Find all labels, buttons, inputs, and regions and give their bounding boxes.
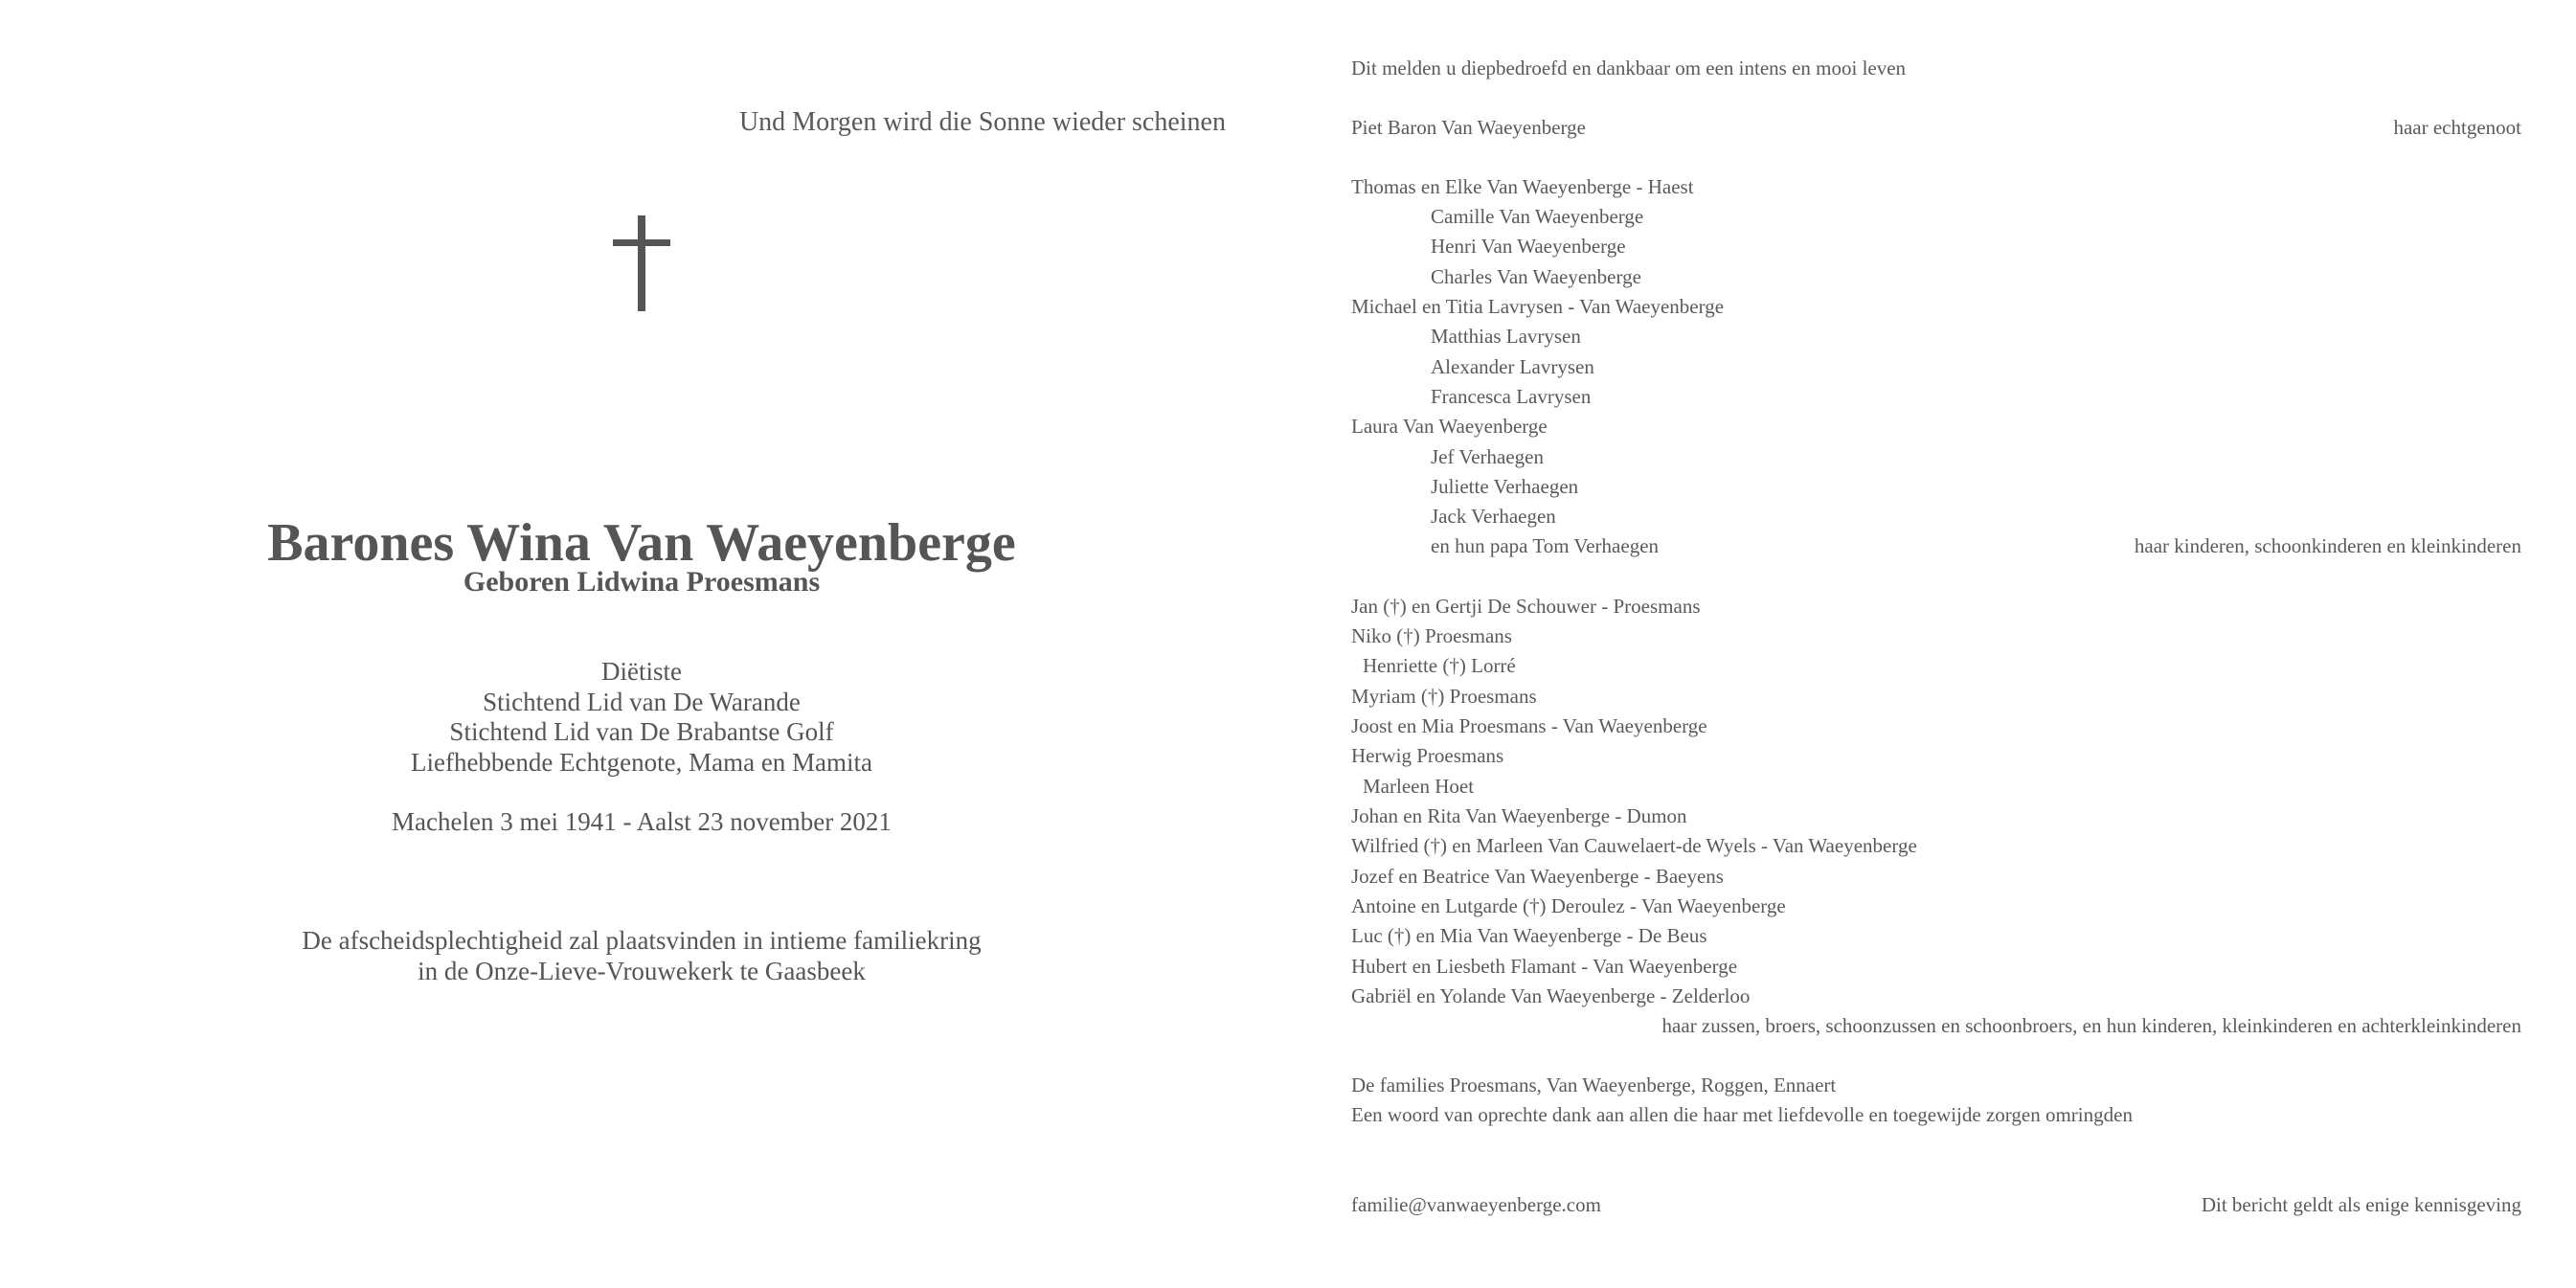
- cross-icon: [613, 215, 670, 311]
- family-member: Johan en Rita Van Waeyenberge - Dumon: [1351, 804, 1687, 827]
- left-panel: [0, 0, 1283, 1288]
- ceremony-line: in de Onze-Lieve-Vrouwekerk te Gaasbeek: [418, 956, 866, 985]
- role-line: Stichtend Lid van De Warande: [483, 687, 801, 716]
- family-member: Henriette (†) Lorré: [1363, 654, 1516, 677]
- family-member: Matthias Lavrysen: [1431, 325, 1581, 348]
- birth-name: Geboren Lidwina Proesmans: [463, 566, 821, 598]
- family-member: Jan (†) en Gertji De Schouwer - Proesmans: [1351, 595, 1701, 618]
- email-contact: familie@vanwaeyenberge.com: [1351, 1193, 1601, 1216]
- ceremony-line: De afscheidsplechtigheid zal plaatsvinden in intieme familiekring: [302, 926, 982, 955]
- family-member: en hun papa Tom Verhaegen: [1431, 534, 1660, 557]
- family-member: Laura Van Waeyenberge: [1351, 415, 1548, 438]
- family-member: Jack Verhaegen: [1431, 505, 1556, 528]
- family-member: Jozef en Beatrice Van Waeyenberge - Baeyens: [1351, 865, 1724, 888]
- family-member: Antoine en Lutgarde (†) Deroulez - Van Waeyenberge: [1351, 894, 1786, 917]
- role-line: Stichtend Lid van De Brabantse Golf: [449, 717, 834, 746]
- family-member: Myriam (†) Proesmans: [1351, 685, 1537, 708]
- family-member: Luc (†) en Mia Van Waeyenberge - De Beus: [1351, 924, 1707, 947]
- family-member: Francesca Lavrysen: [1431, 385, 1592, 408]
- family-member: Alexander Lavrysen: [1431, 355, 1594, 378]
- family-member: Henri Van Waeyenberge: [1431, 235, 1626, 258]
- siblings-role: haar zussen, broers, schoonzussen en schoonbroers, en hun kinderen, kleinkinderen en achterkleinkinderen: [1661, 1014, 2521, 1037]
- roles-list: [0, 657, 1283, 778]
- family-member: Jef Verhaegen: [1431, 445, 1544, 468]
- husband-role: haar echtgenoot: [2393, 116, 2521, 139]
- intro-text: Dit melden u diepbedroefd en dankbaar om een intens en mooi leven: [1351, 56, 1907, 79]
- ceremony-info: [0, 926, 1283, 986]
- notice-text: Dit bericht geldt als enige kennisgeving: [2201, 1193, 2521, 1216]
- family-member: Joost en Mia Proesmans - Van Waeyenberge: [1351, 714, 1707, 737]
- family-member: Michael en Titia Lavrysen - Van Waeyenberge: [1351, 295, 1725, 318]
- families-text: De families Proesmans, Van Waeyenberge, Roggen, Ennaert: [1351, 1073, 1837, 1096]
- life-dates: Machelen 3 mei 1941 - Aalst 23 november 2021: [392, 807, 892, 836]
- role-line: Diëtiste: [601, 657, 682, 686]
- family-member: Niko (†) Proesmans: [1351, 624, 1512, 647]
- husband-name: Piet Baron Van Waeyenberge: [1351, 116, 1586, 139]
- right-panel: [1351, 0, 2521, 1288]
- motto: Und Morgen wird die Sonne wieder scheinen: [738, 107, 1226, 137]
- family-member: Camille Van Waeyenberge: [1431, 205, 1644, 228]
- family-member: Gabriël en Yolande Van Waeyenberge - Zelderloo: [1351, 984, 1751, 1007]
- family-member: Charles Van Waeyenberge: [1431, 265, 1641, 288]
- family-member: Marleen Hoet: [1363, 775, 1475, 798]
- family-member: Herwig Proesmans: [1351, 744, 1504, 767]
- thanks-text: Een woord van oprechte dank aan allen die haar met liefdevolle en toegewijde zorgen omringden: [1351, 1103, 2133, 1126]
- family-member: Wilfried (†) en Marleen Van Cauwelaert-de Wyels - Van Waeyenberge: [1351, 834, 1917, 857]
- family-member: Hubert en Liesbeth Flamant - Van Waeyenberge: [1351, 955, 1738, 978]
- deceased-name: Barones Wina Van Waeyenberge: [267, 513, 1016, 573]
- role-line: Liefhebbende Echtgenote, Mama en Mamita: [410, 747, 873, 777]
- family-member: Juliette Verhaegen: [1431, 475, 1579, 498]
- children-role: haar kinderen, schoonkinderen en kleinkinderen: [2134, 534, 2521, 557]
- family-member: Thomas en Elke Van Waeyenberge - Haest: [1351, 175, 1694, 198]
